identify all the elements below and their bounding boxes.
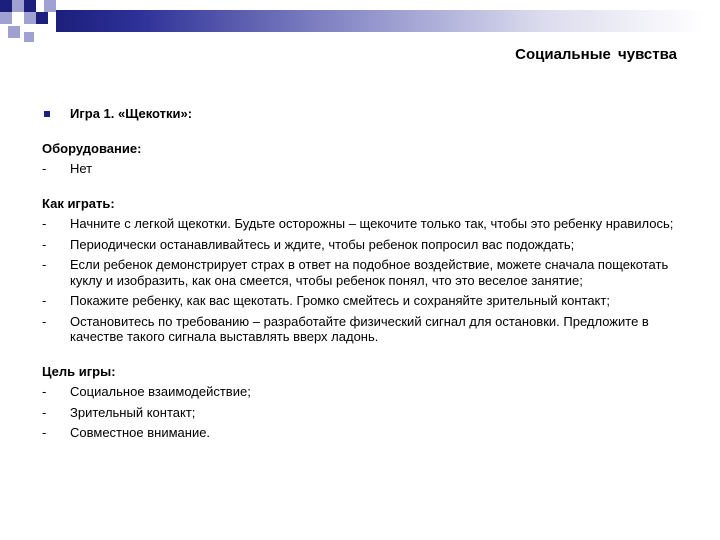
dash-bullet: - [42, 384, 47, 399]
goal-item: Совместное внимание. [70, 425, 211, 440]
deco-square [24, 0, 36, 12]
spacer [42, 345, 682, 364]
list-item [42, 314, 682, 345]
list-item [42, 161, 682, 177]
dash-bullet: - [42, 293, 47, 308]
list-item [42, 293, 682, 309]
how-item: Покажите ребенку, как вас щекотать. Громко смейтесь и сохраняйте зрительный контакт; [70, 293, 610, 308]
dash-bullet: - [42, 236, 47, 252]
dash-bullet: - [42, 257, 47, 272]
deco-square [24, 12, 36, 24]
deco-square [24, 32, 34, 42]
equipment-heading: Оборудование: [42, 140, 142, 156]
list-item [42, 257, 682, 288]
goal-item: Социальное взаимодействие; [70, 384, 251, 399]
how-item: Начните с легкой щекотки. Будьте осторожны – щекочите только так, чтобы это ребенку нравилось; [70, 216, 674, 231]
goal-item: Зрительный контакт; [70, 404, 196, 420]
game-title-row [42, 106, 682, 122]
how-item: Периодически останавливайтесь и ждите, чтобы ребенок попросил вас подождать; [70, 236, 575, 252]
deco-square [8, 26, 20, 38]
deco-square [0, 0, 12, 12]
list-item [42, 405, 682, 421]
dash-bullet: - [42, 161, 47, 176]
how-item: Если ребенок демонстрирует страх в ответ на подобное воздействие, можете сначала пощекотать куклу и изобразить, как она смеется, чтобы ребенок понял, что это веселое занятие; [70, 257, 669, 288]
dash-bullet: - [42, 216, 47, 231]
list-item [42, 384, 682, 400]
game-title: Игра 1. «Щекотки»: [70, 106, 193, 121]
header-gradient-bar [56, 10, 706, 32]
square-bullet-icon [44, 111, 50, 117]
deco-square [0, 12, 12, 24]
header-decoration [0, 0, 720, 50]
spacer [42, 177, 682, 196]
slide-body [42, 106, 682, 441]
spacer [42, 122, 682, 141]
list-item [42, 237, 682, 253]
slide-title: Социальные чувства [515, 46, 677, 63]
list-item [42, 216, 682, 232]
equipment-item: Нет [70, 161, 93, 176]
dash-bullet: - [42, 425, 47, 440]
deco-square [44, 0, 56, 12]
goal-heading: Цель игры: [42, 363, 116, 379]
how-item: Остановитесь по требованию – разработайте физический сигнал для остановки. Предложите в качестве такого сигнала выставлять вверх ладонь. [70, 313, 649, 344]
list-item [42, 425, 682, 441]
dash-bullet: - [42, 404, 47, 420]
how-to-play-heading: Как играть: [42, 195, 115, 211]
dash-bullet: - [42, 313, 47, 329]
deco-square [36, 12, 48, 24]
deco-square [12, 0, 24, 12]
